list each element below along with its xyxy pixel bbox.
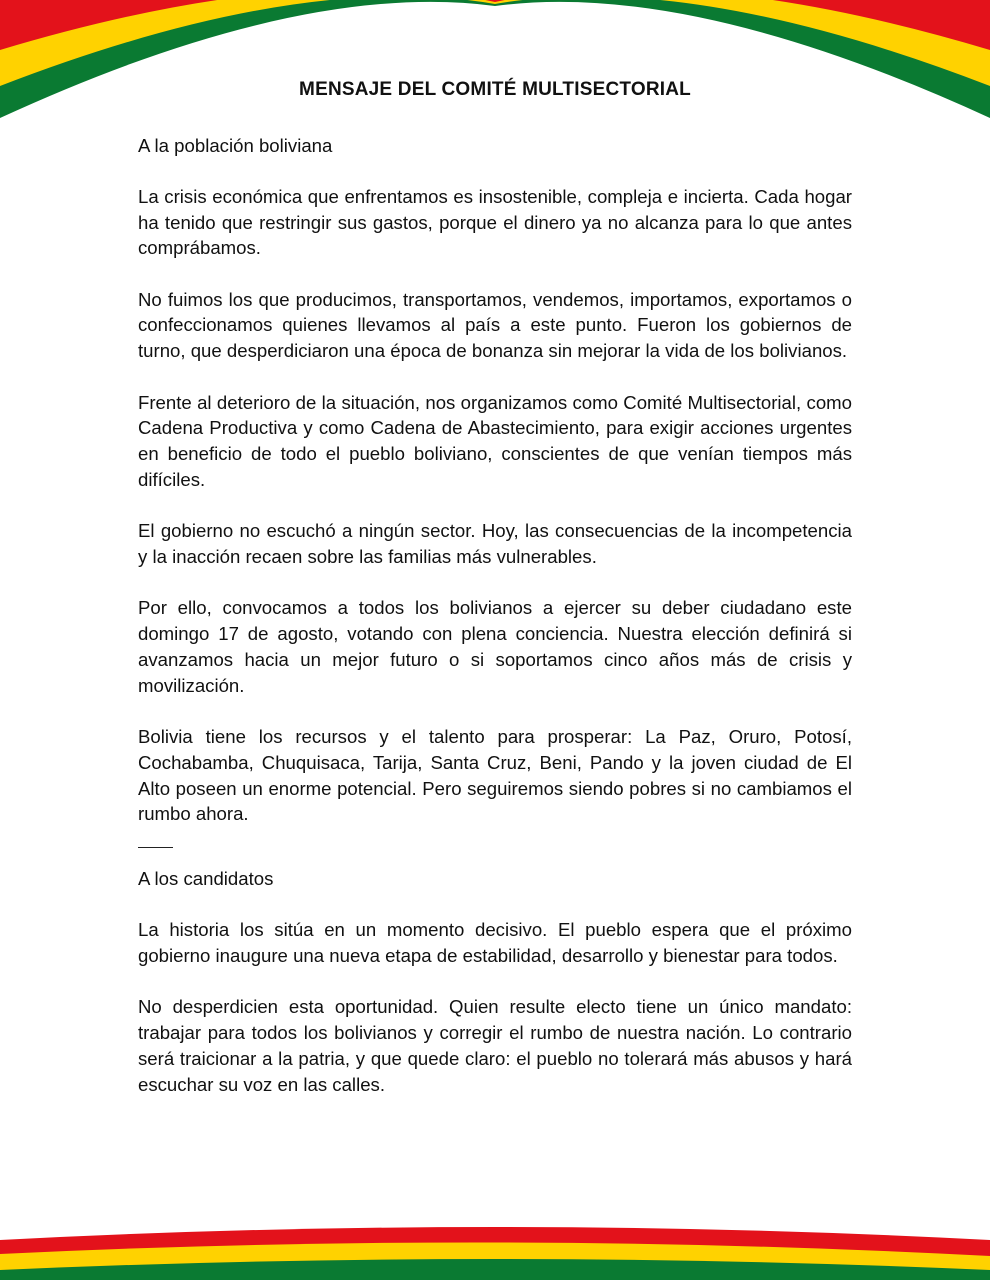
paragraph: Por ello, convocamos a todos los bolivianos a ejercer su deber ciudadano este domingo 17 de agosto, votando con plena conciencia. Nuestra elección definirá si avanzamos hacia un mejor futuro o si soportamos cinco años más de crisis y movilización.	[138, 597, 852, 696]
greeting-candidates: A los candidatos	[138, 868, 274, 890]
paragraph: La crisis económica que enfrentamos es insostenible, compleja e incierta. Cada hogar ha tenido que restringir sus gastos, porque el dinero ya no alcanza para lo que antes comprábamos.	[138, 185, 852, 259]
bolivian-flag-bottom-band	[0, 1218, 990, 1280]
paragraph: No fuimos los que producimos, transportamos, vendemos, importamos, exportamos o confeccionamos quienes llevamos al país a este punto. Fueron los gobiernos de turno, que desperdiciaron una época de bonanza sin mejorar la vida de los bolivianos.	[138, 288, 852, 362]
paragraph: Bolivia tiene los recursos y el talento para prosperar: La Paz, Oruro, Potosí, Cochabamba, Chuquisaca, Tarija, Santa Cruz, Beni, Pando y la joven ciudad de El Alto poseen un enorme potencial. Pero seguiremos siendo pobres si no cambiamos el rumbo ahora.	[138, 726, 852, 825]
document-title: MENSAJE DEL COMITÉ MULTISECTORIAL	[299, 79, 691, 100]
paragraph: No desperdicien esta oportunidad. Quien resulte electo tiene un único mandato: trabajar para todos los bolivianos y corregir el rumbo de nuestra nación. Lo contrario será traicionar a la patria, y que quede claro: el pueblo no tolerará más abusos y hará escuchar su voz en las calles.	[138, 996, 852, 1095]
paragraph: La historia los sitúa en un momento decisivo. El pueblo espera que el próximo gobierno inaugure una nueva etapa de estabilidad, desarrollo y bienestar para todos.	[138, 919, 852, 966]
paragraph: Frente al deterioro de la situación, nos organizamos como Comité Multisectorial, como Cadena Productiva y como Cadena de Abastecimiento, para exigir acciones urgentes en beneficio de todo el pueblo boliviano, conscientes de que venían tiempos más difíciles.	[138, 391, 852, 490]
section-divider	[138, 847, 173, 848]
greeting-population: A la población boliviana	[138, 135, 333, 156]
letter-document	[138, 79, 852, 1097]
paragraph: El gobierno no escuchó a ningún sector. Hoy, las consecuencias de la incompetencia y la inacción recaen sobre las familias más vulnerables.	[138, 520, 852, 568]
